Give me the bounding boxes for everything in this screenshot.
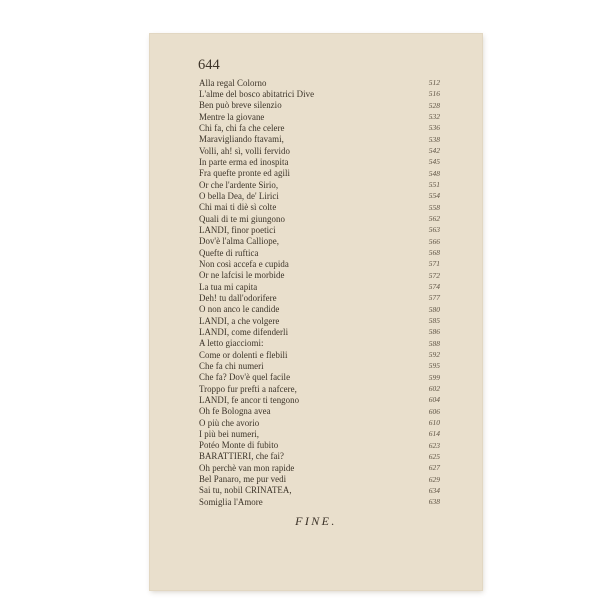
index-entry	[199, 372, 441, 383]
entry-title: Fra quefte pronte ed agili	[199, 168, 291, 179]
index-entry	[199, 292, 441, 303]
entry-title: Potéo Monte di fubito	[199, 440, 279, 451]
entry-title: LANDI, fe ancor ti tengono	[199, 394, 300, 405]
index-entry	[199, 496, 441, 507]
entry-title: BARATTIERI, che fai?	[199, 451, 285, 462]
index-entry	[199, 281, 441, 292]
index-entry	[199, 134, 441, 145]
entry-page-number: 625	[428, 451, 440, 461]
entry-page-number: 586	[428, 327, 440, 337]
entry-title: Troppo fur prefti a nafcere,	[199, 383, 297, 394]
index-entry	[199, 190, 441, 201]
index-entry	[199, 304, 441, 315]
index-entry	[199, 179, 441, 190]
entry-title: A letto giacciomi:	[199, 338, 264, 349]
entry-page-number: 563	[428, 225, 440, 235]
entry-page-number: 634	[428, 485, 440, 495]
index-entry	[199, 406, 441, 417]
index-entry	[199, 349, 441, 360]
index-entry	[199, 156, 441, 167]
index-entry	[199, 417, 441, 428]
entry-page-number: 571	[428, 259, 440, 269]
index-entry	[199, 224, 441, 235]
entry-page-number: 548	[428, 168, 440, 178]
closing-text: FINE.	[295, 514, 337, 528]
entry-title: Oh perchè van mon rapide	[199, 462, 295, 473]
entry-page-number: 577	[428, 293, 440, 303]
index-entry	[199, 338, 441, 349]
index-entry	[199, 88, 441, 99]
entry-title: O più che avorio	[199, 417, 260, 428]
entry-page-number: 629	[428, 474, 440, 484]
index-entry	[199, 236, 441, 247]
index-entry	[199, 122, 441, 133]
entry-title: Quali di te mi giungono	[199, 213, 285, 224]
entry-title: Che fa chi numeri	[199, 360, 264, 371]
page-number: 644	[198, 57, 220, 73]
index-entry	[199, 77, 441, 88]
entry-page-number: 574	[428, 282, 440, 292]
entry-page-number: 542	[428, 146, 440, 156]
entry-title: Che fa? Dov'è quel facile	[199, 372, 291, 383]
index-list	[199, 77, 441, 507]
entry-title: Volli, ah! sì, volli fervido	[199, 145, 290, 156]
entry-title: Alla regal Colorno	[199, 77, 267, 88]
entry-page-number: 536	[428, 123, 440, 133]
entry-page-number: 592	[428, 350, 440, 360]
entry-title: Or che l'ardente Sirio,	[199, 179, 279, 190]
entry-page-number: 588	[428, 338, 440, 348]
entry-page-number: 558	[428, 202, 440, 212]
entry-title: Non così accefa e cupida	[199, 258, 289, 269]
index-entry	[199, 168, 441, 179]
entry-page-number: 516	[428, 89, 440, 99]
entry-page-number: 512	[428, 78, 440, 88]
index-entry	[199, 111, 441, 122]
entry-page-number: 528	[428, 100, 440, 110]
entry-page-number: 599	[428, 372, 440, 382]
entry-page-number: 604	[428, 395, 440, 405]
entry-page-number: 606	[428, 406, 440, 416]
index-entry	[199, 100, 441, 111]
entry-title: Deh! tu dall'odorifere	[199, 292, 277, 303]
entry-title: In parte erma ed inospita	[199, 156, 289, 167]
entry-page-number: 551	[428, 180, 440, 190]
entry-page-number: 580	[428, 304, 440, 314]
index-entry	[199, 270, 441, 281]
entry-title: LANDI, a che volgere	[199, 315, 280, 326]
index-entry	[199, 213, 441, 224]
entry-page-number: 572	[428, 270, 440, 280]
index-entry	[199, 394, 441, 405]
index-entry	[199, 326, 441, 337]
index-entry	[199, 145, 441, 156]
index-entry	[199, 247, 441, 258]
entry-title: Chi fa, chi fa che celere	[199, 122, 285, 133]
entry-page-number: 538	[428, 134, 440, 144]
entry-title: Maravigliando ftavami,	[199, 134, 284, 145]
entry-title: Sai tu, nobil CRINATEA,	[199, 485, 292, 496]
entry-title: I più bei numeri,	[199, 428, 260, 439]
entry-title: Somiglia l'Amore	[199, 496, 263, 507]
entry-title: LANDI, finor poetici	[199, 224, 276, 235]
index-entry	[199, 383, 441, 394]
entry-page-number: 585	[428, 316, 440, 326]
entry-title: Mentre la giovane	[199, 111, 265, 122]
entry-page-number: 614	[428, 429, 440, 439]
entry-page-number: 638	[428, 497, 440, 507]
entry-title: Chi mai ti diè sì colte	[199, 202, 277, 213]
index-entry	[199, 202, 441, 213]
entry-title: O bella Dea, de' Lirici	[199, 190, 279, 201]
entry-page-number: 545	[428, 157, 440, 167]
index-entry	[199, 315, 441, 326]
entry-title: Oh fe Bologna avea	[199, 406, 271, 417]
entry-page-number: 554	[428, 191, 440, 201]
index-entry	[199, 473, 441, 484]
index-entry	[199, 258, 441, 269]
index-entry	[199, 360, 441, 371]
entry-title: Ben può breve silenzio	[199, 100, 282, 111]
entry-page-number: 610	[428, 418, 440, 427]
entry-page-number: 532	[428, 112, 440, 122]
entry-title: O non anco le candide	[199, 304, 280, 315]
book-page	[150, 34, 482, 590]
index-entry	[199, 485, 441, 496]
entry-title: Or ne lafcisi le morbide	[199, 270, 285, 281]
index-entry	[199, 428, 441, 439]
entry-page-number: 568	[428, 248, 440, 258]
entry-title: Bel Panaro, me pur vedi	[199, 474, 287, 485]
entry-page-number: 627	[428, 463, 440, 473]
entry-page-number: 562	[428, 214, 440, 224]
entry-title: Dov'è l'alma Calliope,	[199, 236, 279, 247]
index-entry	[199, 451, 441, 462]
index-entry	[199, 462, 441, 473]
entry-page-number: 566	[428, 236, 440, 246]
entry-title: Quefte di ruftica	[199, 247, 259, 258]
entry-title: La tua mi capita	[199, 281, 258, 292]
entry-title: LANDI, come difenderli	[199, 326, 289, 337]
entry-title: L'alme del bosco abitatrici Dive	[199, 88, 315, 99]
index-entry	[199, 440, 441, 451]
entry-page-number: 602	[428, 384, 440, 394]
entry-page-number: 623	[428, 440, 440, 450]
entry-page-number: 595	[428, 361, 440, 371]
entry-title: Come or dolenti e flebili	[199, 349, 288, 360]
